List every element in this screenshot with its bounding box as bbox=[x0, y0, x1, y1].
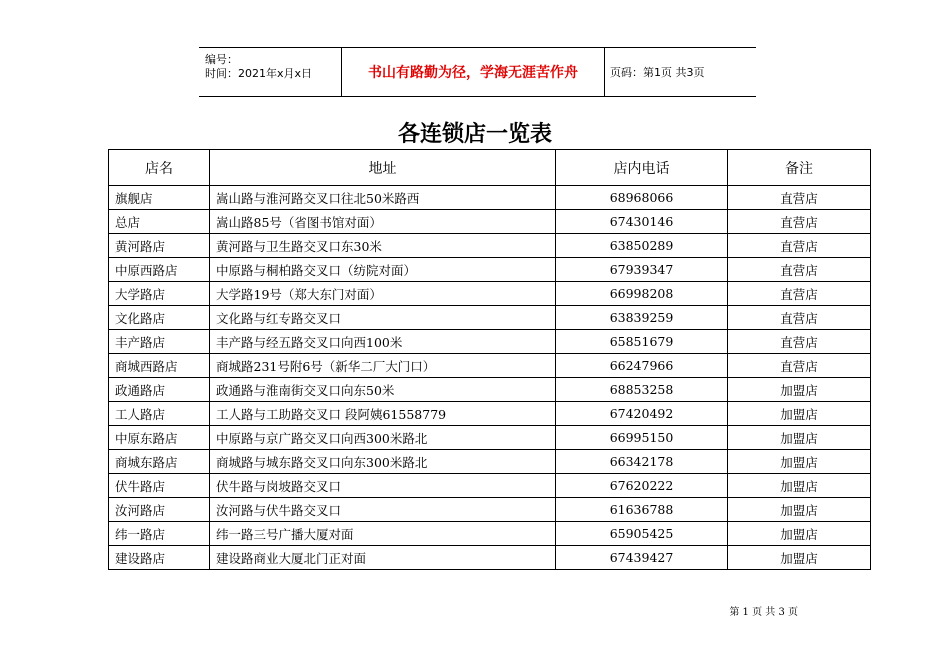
address-cell: 嵩山路与淮河路交叉口往北50米路西 bbox=[210, 186, 556, 210]
table-row bbox=[109, 210, 871, 234]
table-row bbox=[109, 186, 871, 210]
table-header-row bbox=[109, 150, 871, 186]
table-row bbox=[109, 354, 871, 378]
table-row bbox=[109, 330, 871, 354]
address-cell: 纬一路三号广播大厦对面 bbox=[210, 522, 556, 546]
phone-cell: 68968066 bbox=[556, 186, 728, 210]
phone-cell: 63850289 bbox=[556, 234, 728, 258]
phone-cell: 66998208 bbox=[556, 282, 728, 306]
note-cell: 直营店 bbox=[728, 210, 871, 234]
note-cell: 加盟店 bbox=[728, 546, 871, 570]
phone-cell: 61636788 bbox=[556, 498, 728, 522]
note-cell: 加盟店 bbox=[728, 522, 871, 546]
address-cell: 黄河路与卫生路交叉口东30米 bbox=[210, 234, 556, 258]
address-cell: 商城路与城东路交叉口向东300米路北 bbox=[210, 450, 556, 474]
store-name-cell: 丰产路店 bbox=[109, 330, 210, 354]
note-cell: 直营店 bbox=[728, 306, 871, 330]
page-header bbox=[199, 47, 756, 97]
note-cell: 直营店 bbox=[728, 354, 871, 378]
note-cell: 直营店 bbox=[728, 330, 871, 354]
header-meta bbox=[199, 48, 342, 96]
store-name-cell: 文化路店 bbox=[109, 306, 210, 330]
table-row bbox=[109, 474, 871, 498]
phone-cell: 67430146 bbox=[556, 210, 728, 234]
address-cell: 中原路与京广路交叉口向西300米路北 bbox=[210, 426, 556, 450]
address-cell: 嵩山路85号（省图书馆对面） bbox=[210, 210, 556, 234]
note-cell: 加盟店 bbox=[728, 450, 871, 474]
table-row bbox=[109, 234, 871, 258]
document-title: 各连锁店一览表 bbox=[397, 122, 552, 147]
store-name-cell: 总店 bbox=[109, 210, 210, 234]
address-cell: 文化路与红专路交叉口 bbox=[210, 306, 556, 330]
address-cell: 伏牛路与岗坡路交叉口 bbox=[210, 474, 556, 498]
table-row bbox=[109, 546, 871, 570]
address-cell: 中原路与桐柏路交叉口（纺院对面） bbox=[210, 258, 556, 282]
table-row bbox=[109, 306, 871, 330]
phone-cell: 68853258 bbox=[556, 378, 728, 402]
table-row bbox=[109, 426, 871, 450]
column-header-note: 备注 bbox=[728, 150, 871, 186]
store-name-cell: 纬一路店 bbox=[109, 522, 210, 546]
store-name-cell: 政通路店 bbox=[109, 378, 210, 402]
address-cell: 汝河路与伏牛路交叉口 bbox=[210, 498, 556, 522]
table-row bbox=[109, 498, 871, 522]
address-cell: 工人路与工助路交叉口 段阿姨61558779 bbox=[210, 402, 556, 426]
note-cell: 加盟店 bbox=[728, 378, 871, 402]
store-name-cell: 黄河路店 bbox=[109, 234, 210, 258]
store-name-cell: 大学路店 bbox=[109, 282, 210, 306]
column-header-store-name: 店名 bbox=[109, 150, 210, 186]
store-table bbox=[108, 149, 871, 570]
phone-cell: 66342178 bbox=[556, 450, 728, 474]
store-name-cell: 伏牛路店 bbox=[109, 474, 210, 498]
phone-cell: 66247966 bbox=[556, 354, 728, 378]
note-cell: 直营店 bbox=[728, 282, 871, 306]
phone-cell: 65851679 bbox=[556, 330, 728, 354]
table-row bbox=[109, 450, 871, 474]
number-label: 编号： bbox=[205, 53, 238, 66]
phone-cell: 65905425 bbox=[556, 522, 728, 546]
phone-cell: 66995150 bbox=[556, 426, 728, 450]
store-name-cell: 商城西路店 bbox=[109, 354, 210, 378]
store-name-cell: 中原西路店 bbox=[109, 258, 210, 282]
address-cell: 大学路19号（郑大东门对面） bbox=[210, 282, 556, 306]
note-cell: 直营店 bbox=[728, 186, 871, 210]
page-footer: 第 1 页 共 3 页 bbox=[729, 607, 798, 618]
note-cell: 加盟店 bbox=[728, 474, 871, 498]
phone-cell: 67420492 bbox=[556, 402, 728, 426]
store-name-cell: 建设路店 bbox=[109, 546, 210, 570]
address-cell: 丰产路与经五路交叉口向西100米 bbox=[210, 330, 556, 354]
store-name-cell: 汝河路店 bbox=[109, 498, 210, 522]
phone-cell: 67939347 bbox=[556, 258, 728, 282]
table-row bbox=[109, 522, 871, 546]
store-name-cell: 中原东路店 bbox=[109, 426, 210, 450]
phone-cell: 67439427 bbox=[556, 546, 728, 570]
note-cell: 加盟店 bbox=[728, 426, 871, 450]
note-cell: 加盟店 bbox=[728, 498, 871, 522]
phone-cell: 67620222 bbox=[556, 474, 728, 498]
store-name-cell: 工人路店 bbox=[109, 402, 210, 426]
address-cell: 商城路231号附6号（新华二厂大门口） bbox=[210, 354, 556, 378]
column-header-phone: 店内电话 bbox=[556, 150, 728, 186]
store-name-cell: 旗舰店 bbox=[109, 186, 210, 210]
address-cell: 建设路商业大厦北门正对面 bbox=[210, 546, 556, 570]
column-header-address: 地址 bbox=[210, 150, 556, 186]
table-row bbox=[109, 258, 871, 282]
note-cell: 加盟店 bbox=[728, 402, 871, 426]
address-cell: 政通路与淮南街交叉口向东50米 bbox=[210, 378, 556, 402]
store-name-cell: 商城东路店 bbox=[109, 450, 210, 474]
note-cell: 直营店 bbox=[728, 258, 871, 282]
phone-cell: 63839259 bbox=[556, 306, 728, 330]
table-row bbox=[109, 378, 871, 402]
header-motto: 书山有路勤为径，学海无涯苦作舟 bbox=[342, 48, 605, 96]
note-cell: 直营店 bbox=[728, 234, 871, 258]
header-page-info: 页码：第1页 共3页 bbox=[610, 66, 705, 79]
table-row bbox=[109, 402, 871, 426]
table-row bbox=[109, 282, 871, 306]
time-label: 时间：2021年x月x日 bbox=[205, 67, 313, 80]
